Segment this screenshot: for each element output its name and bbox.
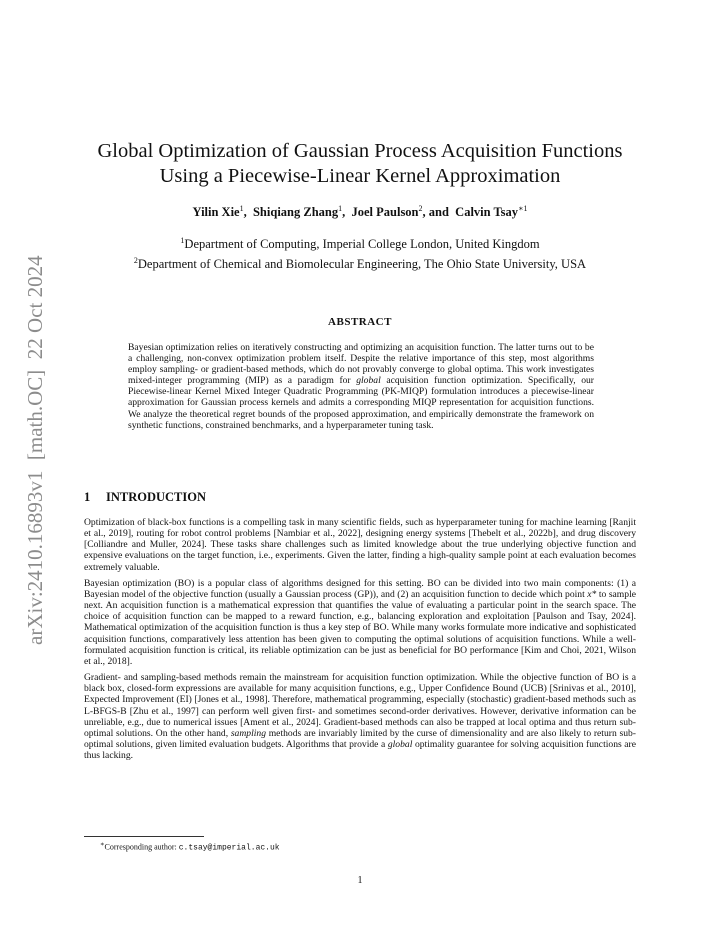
footnote-email[interactable]: c.tsay@imperial.ac.uk bbox=[178, 843, 280, 853]
affiliation-line bbox=[60, 233, 660, 253]
author-name: Calvin Tsay bbox=[455, 205, 519, 220]
paragraph-text: Bayesian optimization (BO) is a popular class of algorithms designed for this setting. BO can be divided into two main components: (1) a Bayesian model of the objective function (usually a Gaussian process (GP)), and (2) an acquisition function to decide which point bbox=[84, 577, 636, 600]
affiliation-mark: 1 bbox=[180, 236, 185, 245]
author-conjunction: and bbox=[428, 205, 449, 220]
footnote-mark: ∗ bbox=[100, 841, 105, 848]
author-name: Shiqiang Zhang bbox=[252, 205, 339, 220]
section-number: 1 bbox=[84, 490, 91, 504]
title-line-2: Using a Piecewise-Linear Kernel Approximation bbox=[159, 165, 561, 187]
paragraph-text: methods are invariably limited by the curse of dimensionality and are also likely to return sub-optimal solutions, given limited evaluation budgets. Algorithms that provide a bbox=[84, 727, 636, 750]
paragraph: Optimization of black-box functions is a compelling task in many scientific fields, such as hyperparameter tuning for machine learning [Ranjit et al., 2019], routing for robot control problems [Nambiar et al., 2022], designing energy systems [Thebelt et al., 2022b], and drug discovery [Colliandre and Muller, 2024]. These tasks share challenges such as limited knowledge about the true underlying objective function and expensive evaluations on the target function, i.e., experiments. Given the latter, finding a high-quality sample point at each evaluation becomes extremely valuable. bbox=[84, 517, 636, 573]
affiliations bbox=[60, 233, 660, 272]
paper-title bbox=[60, 139, 660, 189]
math-symbol: x* bbox=[587, 588, 597, 600]
author-affil-mark: ∗1 bbox=[518, 204, 528, 213]
paragraph-text: optimality guarantee for solving acquisition functions are thus lacking. bbox=[84, 738, 637, 762]
arxiv-identifier: arXiv:2410.16893v1 [math.OC] 22 Oct 2024 bbox=[23, 255, 47, 645]
paragraph bbox=[84, 672, 636, 761]
title-line-1: Global Optimization of Gaussian Process Acquisition Functions bbox=[97, 140, 623, 162]
paragraph bbox=[84, 578, 636, 667]
abstract-text: Bayesian optimization relies on iteratively constructing and optimizing an acquisition function. The latter turns out to be a challenging, non-convex optimization problem itself. Despite the relative importance of this step, most algorithms employ sampling- or gradient-based methods, which do not provably converge to global optima. This work investigates mixed-integer programming (MIP) as a paradigm for bbox=[128, 342, 594, 387]
author-name: Joel Paulson bbox=[351, 205, 419, 220]
abstract-heading: ABSTRACT bbox=[328, 316, 392, 328]
author-affil-mark: 2 bbox=[418, 204, 423, 213]
emphasis: sampling bbox=[230, 727, 267, 739]
introduction-body bbox=[84, 517, 636, 766]
affiliation-mark: 2 bbox=[133, 255, 138, 265]
footnote-label: Corresponding author: bbox=[104, 842, 179, 852]
affiliation-text: Department of Chemical and Biomolecular Engineering, The Ohio State University, USA bbox=[137, 256, 587, 271]
abstract-text: acquisition function optimization. Specifically, our Piecewise-linear Kernel Mixed Integer Quadratic Programming (PK-MIQP) formulation introduces a piecewise-linear approximation for Gaussian process kernels and admits a corresponding MIQP representation for acquisition functions. We analyze the theoretical regret bounds of the proposed approximation, and empirically demonstrate the framework on synthetic functions, constrained benchmarks, and a hyperparameter tuning task. bbox=[128, 375, 594, 431]
page-number: 1 bbox=[357, 875, 363, 886]
author-list: Yilin Xie$^1$, Shiqiang Zhang$^1$, Joel Paulson$^2$, and Calvin Tsay$^{∗1}$ bbox=[192, 204, 528, 220]
emphasis: global bbox=[387, 738, 413, 750]
affiliation-line bbox=[60, 253, 660, 273]
section-heading bbox=[84, 490, 206, 505]
paragraph-text: to sample next. An acquisition function is a mathematical expression that quantifies the value of evaluating a particular point in the search space. The choice of acquisition function can be mapped to a reward function, e.g., balancing exploration and exploitation [Paulson and Tsay, 2024]. Mathematical optimization of the acquisition function is thus a key step of BO. While many works formulate more indicative and sophisticated acquisition functions, comparatively less attention has been given to computing the optimal solutions of acquisition functions. While a well-formulated acquisition function is critical, its reliable optimization can be just as beneficial for BO performance [Kim and Choi, 2021, Wilson et al., 2018]. bbox=[84, 588, 636, 667]
footnote-divider bbox=[84, 836, 204, 837]
abstract-emphasis: global bbox=[356, 375, 381, 387]
author-name: Yilin Xie bbox=[192, 205, 240, 220]
section-title: INTRODUCTION bbox=[106, 490, 207, 504]
author-affil-mark: 1 bbox=[338, 204, 343, 213]
footnote bbox=[100, 840, 280, 853]
abstract-body bbox=[128, 342, 594, 431]
affiliation-text: Department of Computing, Imperial College London, United Kingdom bbox=[184, 237, 540, 252]
paragraph-text: Gradient- and sampling-based methods remain the mainstream for acquisition function optimization. While the objective function of BO is a black box, closed-form expressions are available for many acquisition functions, e.g., Upper Confidence Bound (UCB) [Srinivas et al., 2010], Expected Improvement (EI) [Jones et al., 1998]. Therefore, mathematical programming, especially (stochastic) gradient-based methods such as L-BFGS-B [Zhu et al., 1997] can perform well given first- and sometimes second-order derivatives. However, derivative information can be unreliable, e.g., due to numerical issues [Ament et al., 2024]. Gradient-based methods can also be trapped at local optima and thus return sub-optimal solutions. On the other hand, bbox=[84, 672, 636, 739]
author-affil-mark: 1 bbox=[239, 204, 244, 213]
arxiv-stamp bbox=[8, 240, 56, 650]
